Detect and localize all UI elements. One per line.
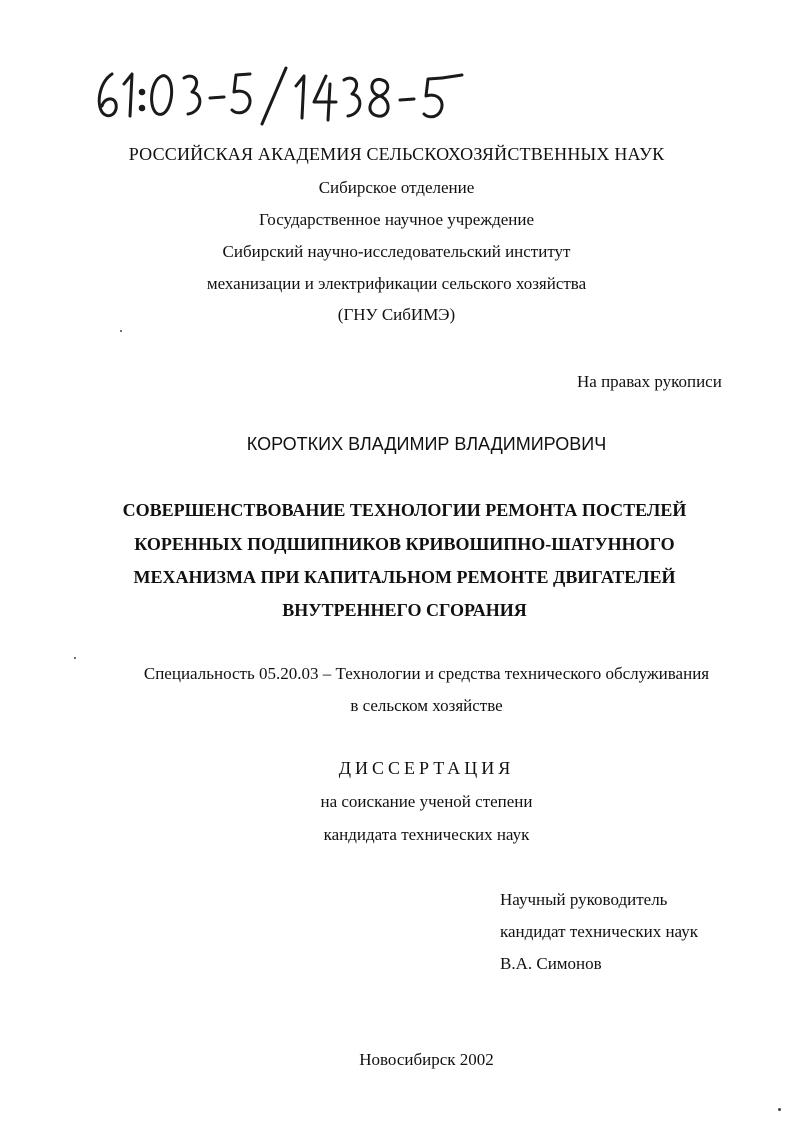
handwritten-archive-number <box>90 62 510 132</box>
dissertation-degree-line-1: на соискание ученой степени <box>320 792 533 811</box>
institute-abbreviation: (ГНУ СибИМЭ) <box>337 305 456 324</box>
title-line-3: МЕХАНИЗМА ПРИ КАПИТАЛЬНОМ РЕМОНТЕ ДВИГАТЕЛЕЙ <box>133 567 676 587</box>
scan-speck <box>778 1108 781 1111</box>
manuscript-rights: На правах рукописи <box>577 372 722 391</box>
dissertation-label: ДИССЕРТАЦИЯ <box>338 758 515 778</box>
title-line-1: СОВЕРШЕНСТВОВАНИЕ ТЕХНОЛОГИИ РЕМОНТА ПОСТЕЛЕЙ <box>122 500 687 520</box>
supervisor-role: Научный руководитель <box>500 890 668 909</box>
scan-speck <box>120 330 122 332</box>
specialty-line-2: в сельском хозяйстве <box>350 696 503 715</box>
institution-type: Государственное научное учреждение <box>258 210 535 229</box>
title-line-2: КОРЕННЫХ ПОДШИПНИКОВ КРИВОШИПНО-ШАТУННОГО <box>134 534 675 554</box>
handwritten-archive-number-drawing <box>90 62 510 132</box>
dissertation-degree-line-2: кандидата технических наук <box>323 825 530 844</box>
branch-name: Сибирское отделение <box>318 178 475 197</box>
place-year: Новосибирск 2002 <box>359 1050 494 1069</box>
author-name: КОРОТКИХ ВЛАДИМИР ВЛАДИМИРОВИЧ <box>246 434 607 454</box>
institute-name-line1: Сибирский научно-исследовательский институт <box>222 242 571 261</box>
academy-name: РОССИЙСКАЯ АКАДЕМИЯ СЕЛЬСКОХОЗЯЙСТВЕННЫХ НАУК <box>128 144 665 164</box>
specialty-line-1: Специальность 05.20.03 – Технологии и средства технического обслуживания <box>143 664 710 683</box>
scan-speck <box>74 657 76 659</box>
institute-name-line2: механизации и электрификации сельского хозяйства <box>206 274 587 293</box>
supervisor-degree: кандидат технических наук <box>500 922 698 941</box>
title-line-4: ВНУТРЕННЕГО СГОРАНИЯ <box>282 600 527 620</box>
supervisor-name: В.А. Симонов <box>500 954 602 973</box>
